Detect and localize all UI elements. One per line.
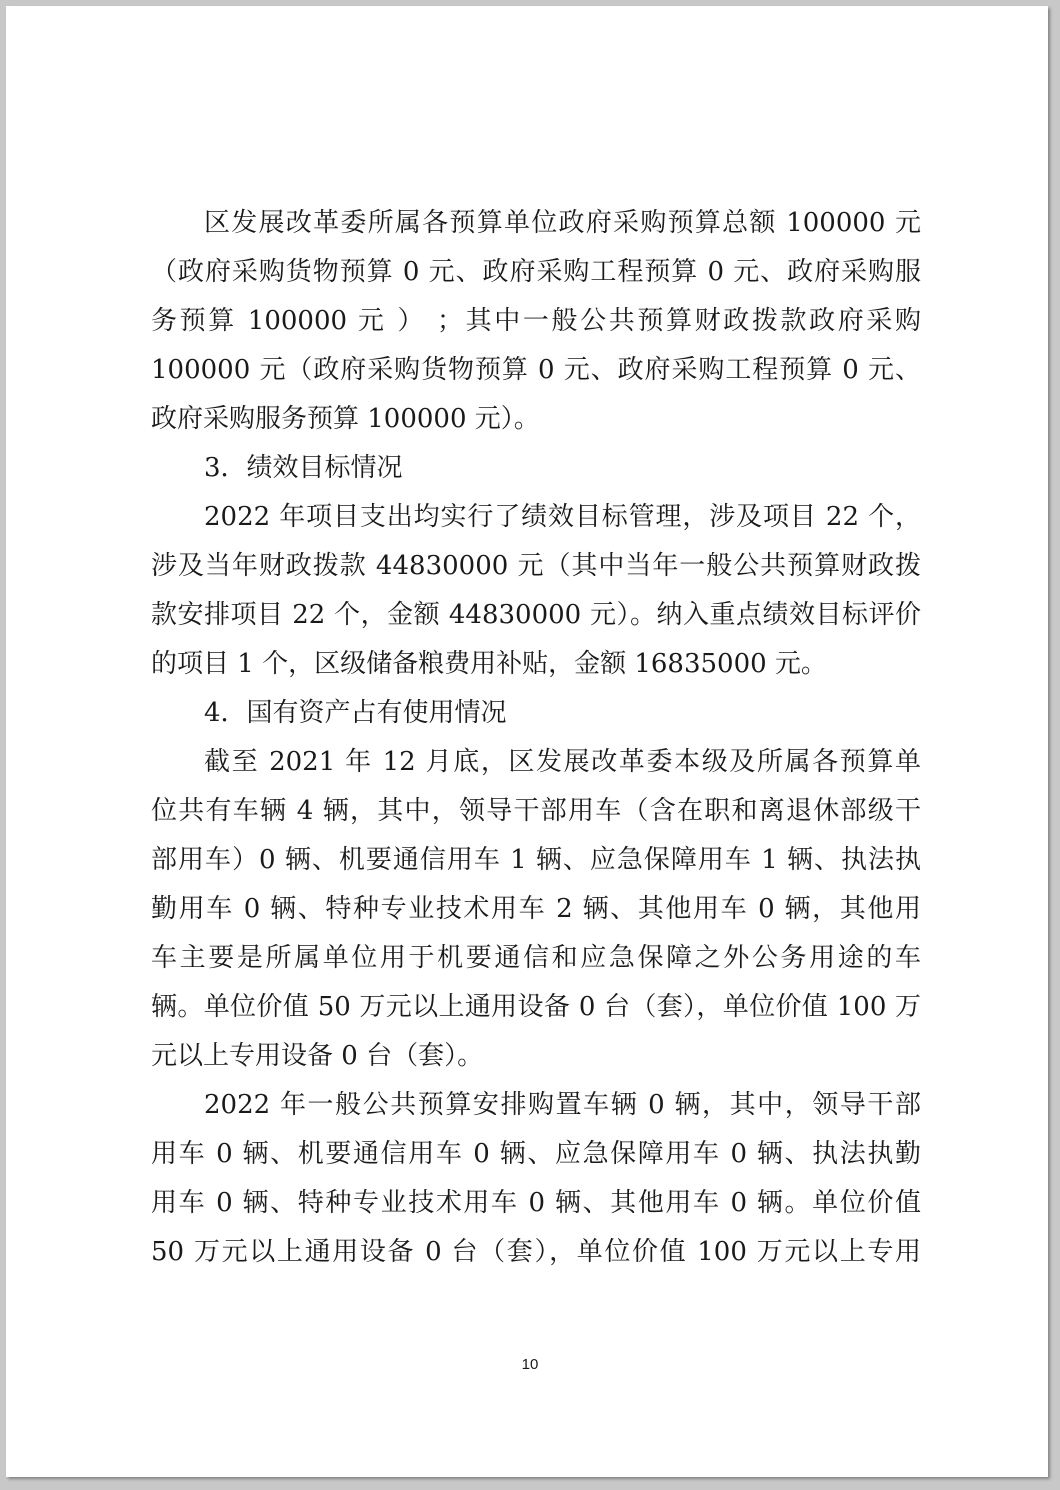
paragraph-line: 用车 0 辆、特种专业技术用车 0 辆、其他用车 0 辆。单位价值 bbox=[151, 1188, 921, 1218]
paragraph-line: 款安排项目 22 个，金额 44830000 元）。纳入重点绩效目标评价 bbox=[151, 600, 921, 630]
paragraph-line: 用车 0 辆、机要通信用车 0 辆、应急保障用车 0 辆、执法执勤 bbox=[151, 1139, 921, 1169]
section-heading: 4．国有资产占有使用情况 bbox=[204, 698, 507, 728]
paragraph-line: 区发展改革委所属各预算单位政府采购预算总额 100000 元 bbox=[204, 208, 921, 238]
section-heading: 3．绩效目标情况 bbox=[204, 453, 403, 483]
paragraph-line: 2022 年一般公共预算安排购置车辆 0 辆，其中，领导干部 bbox=[204, 1090, 921, 1120]
paragraph-line: 涉及当年财政拨款 44830000 元（其中当年一般公共预算财政拨 bbox=[151, 551, 921, 581]
paragraph-line: 50 万元以上通用设备 0 台（套），单位价值 100 万元以上专用 bbox=[151, 1237, 921, 1267]
paragraph-line: 务预算 100000 元 ） ；其中一般公共预算财政拨款政府采购 bbox=[151, 306, 921, 336]
paragraph-line: （政府采购货物预算 0 元、政府采购工程预算 0 元、政府采购服 bbox=[151, 257, 921, 287]
page-number: 10 bbox=[521, 1356, 539, 1373]
paragraph-line: 车主要是所属单位用于机要通信和应急保障之外公务用途的车 bbox=[151, 943, 921, 973]
paragraph-line: 2022 年项目支出均实行了绩效目标管理，涉及项目 22 个， bbox=[204, 502, 921, 532]
paragraph-line: 截至 2021 年 12 月底，区发展改革委本级及所属各预算单 bbox=[204, 747, 921, 777]
paragraph-line: 100000 元（政府采购货物预算 0 元、政府采购工程预算 0 元、 bbox=[151, 355, 921, 385]
paragraph-line: 的项目 1 个，区级储备粮费用补贴，金额 16835000 元。 bbox=[151, 649, 827, 679]
paragraph-line: 位共有车辆 4 辆，其中，领导干部用车（含在职和离退休部级干 bbox=[151, 796, 921, 826]
paragraph-line: 辆。单位价值 50 万元以上通用设备 0 台（套），单位价值 100 万 bbox=[151, 992, 921, 1022]
paragraph-line: 部用车）0 辆、机要通信用车 1 辆、应急保障用车 1 辆、执法执 bbox=[151, 845, 921, 875]
paragraph-line: 勤用车 0 辆、特种专业技术用车 2 辆、其他用车 0 辆，其他用 bbox=[151, 894, 921, 924]
paragraph-line: 元以上专用设备 0 台（套）。 bbox=[151, 1041, 484, 1071]
paragraph-line: 政府采购服务预算 100000 元）。 bbox=[151, 404, 540, 434]
